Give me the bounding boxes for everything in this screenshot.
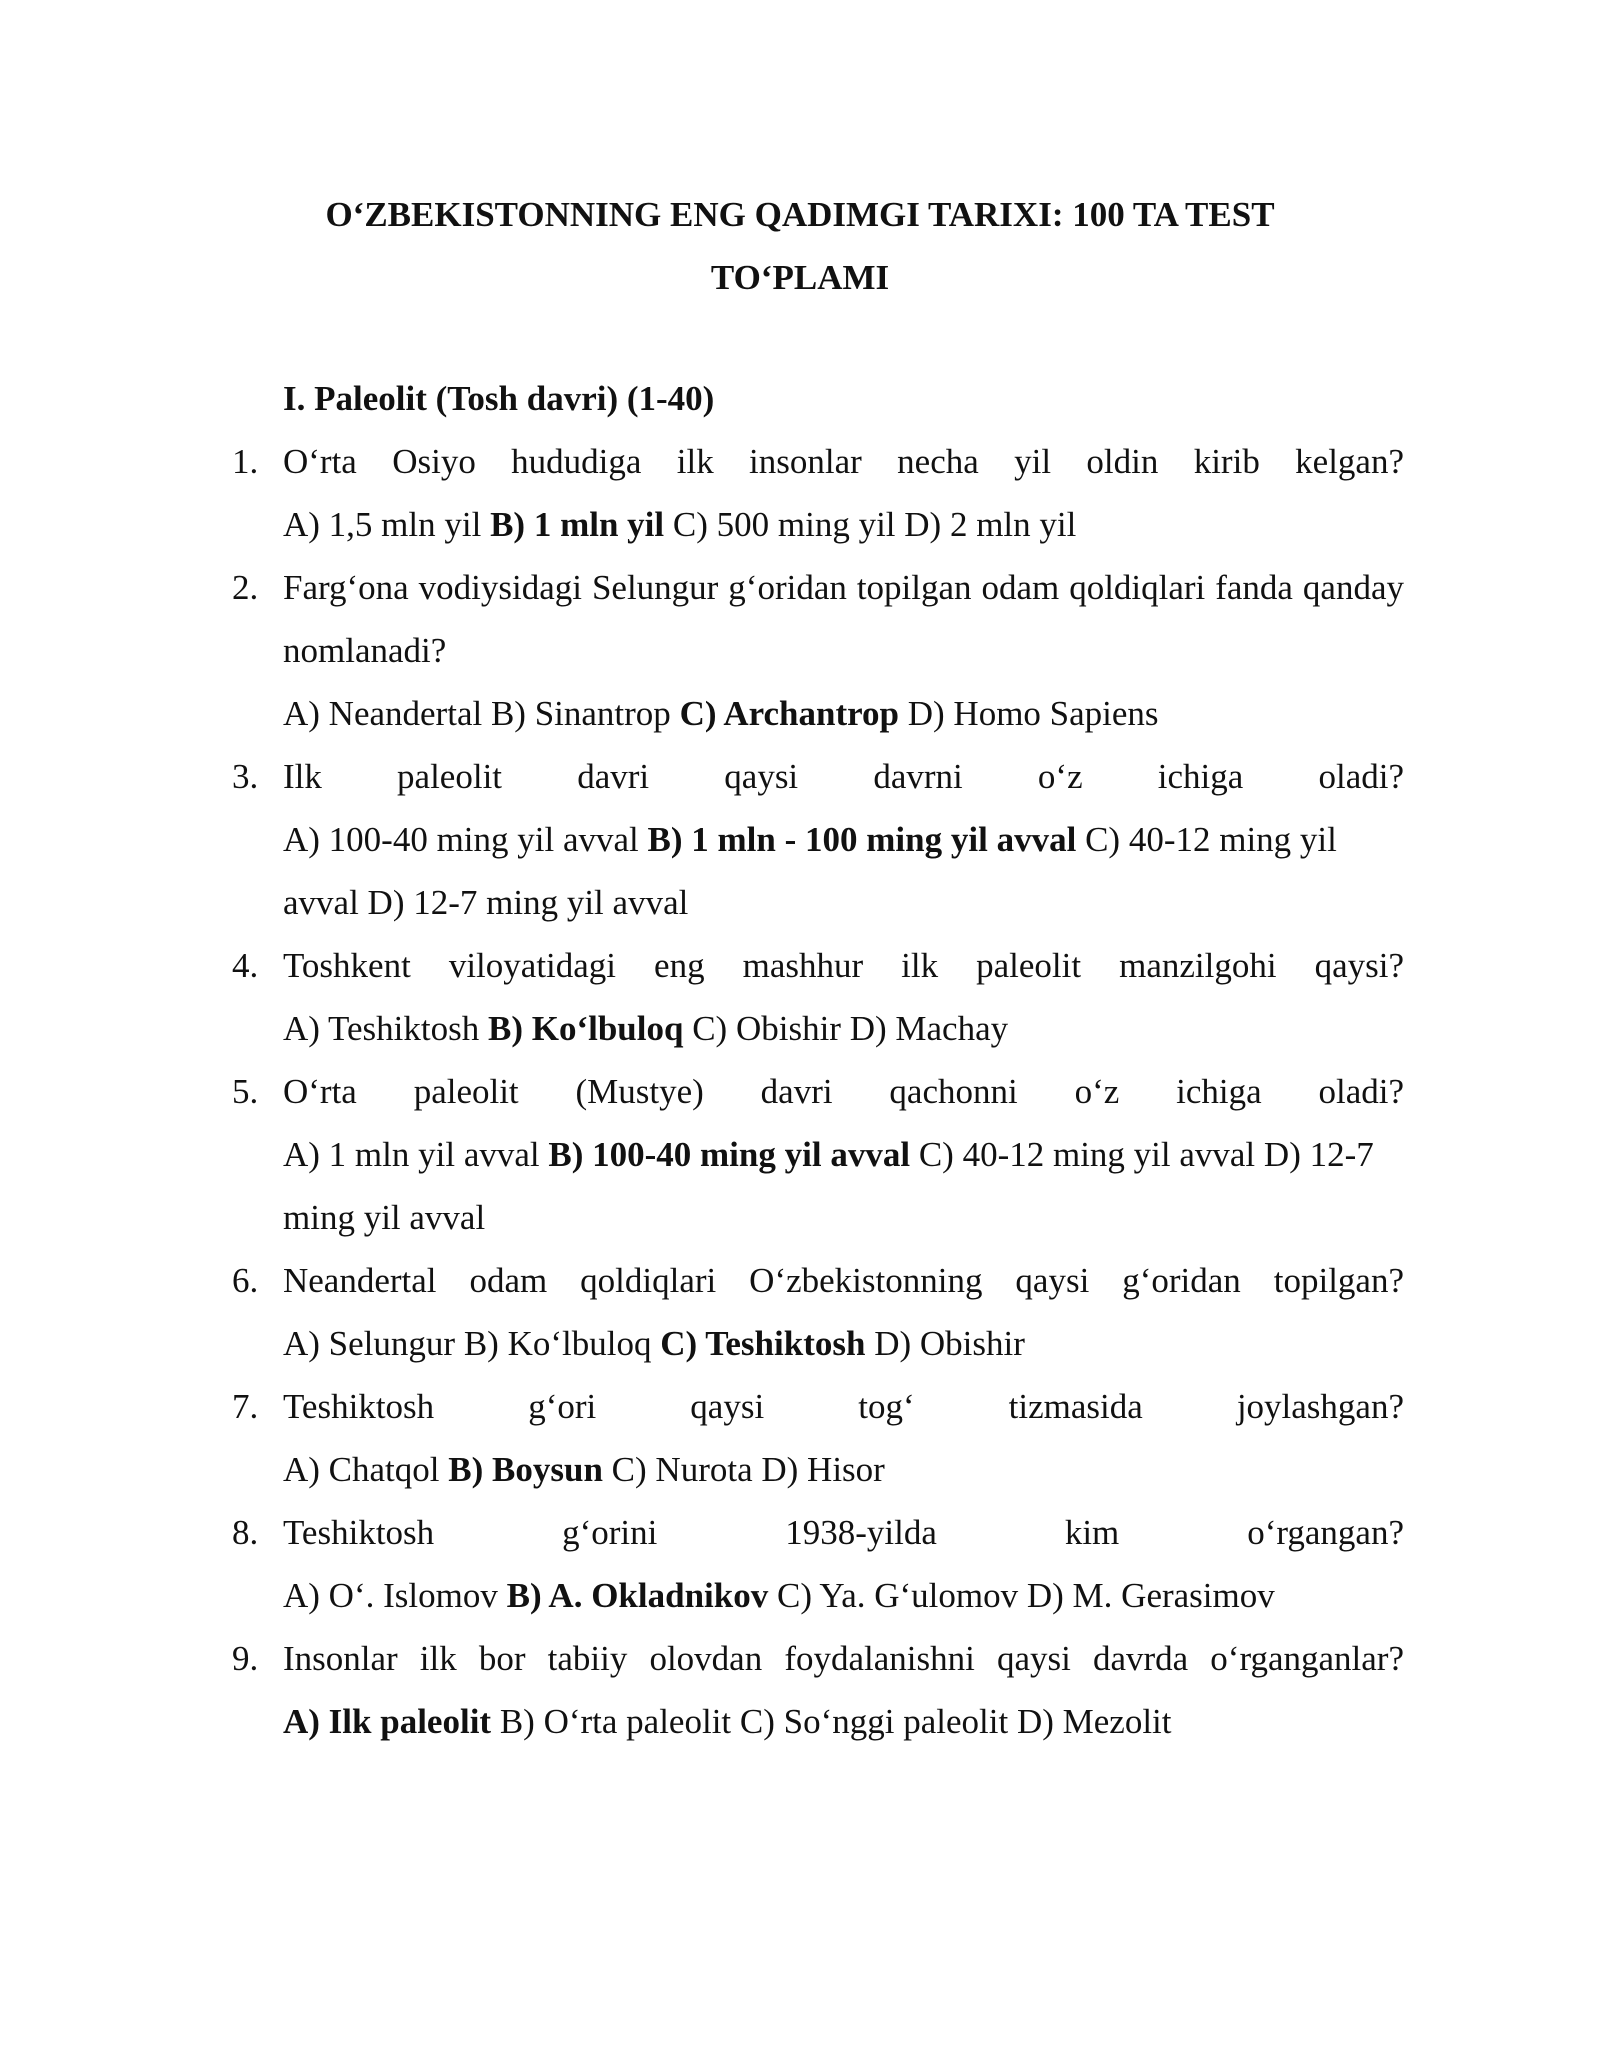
question-list [220,430,1404,1753]
question-number: 2. [232,568,259,607]
section-heading: I. Paleolit (Tosh davri) (1-40) [283,379,715,418]
answer-option: C) Ya. G‘ulomov [776,1576,1019,1615]
answer-option: D) 12-7 ming yil avval [367,883,689,922]
answer-option: B) O‘rta paleolit [499,1702,732,1741]
answer-options [283,493,1404,556]
question-number: 9. [232,1639,259,1678]
answer-option-correct: B) Ko‘lbuloq [487,1009,684,1048]
question-text: Teshiktosh g‘orini 1938-yilda kim o‘rgangan? [283,1513,1404,1552]
question-text: Insonlar ilk bor tabiiy olovdan foydalanishni qaysi davrda o‘rganganlar? [283,1639,1404,1678]
answer-option: D) Obishir [874,1324,1025,1363]
document-title [0,183,1600,309]
question-item [220,1501,1404,1627]
answer-option: D) M. Gerasimov [1026,1576,1275,1615]
question-text: Toshkent viloyatidagi eng mashhur ilk paleolit manzilgohi qaysi? [283,946,1404,985]
answer-options [283,997,1404,1060]
answer-option: C) Nurota [611,1450,753,1489]
answer-option: D) Hisor [761,1450,885,1489]
answer-option: D) 2 mln yil [904,505,1077,544]
answer-option: A) Teshiktosh [283,1009,480,1048]
answer-option: C) Obishir [692,1009,841,1048]
answer-options [283,1123,1404,1249]
answer-option: C) 40-12 ming yil avval [283,820,1337,922]
answer-options [283,1564,1404,1627]
answer-option: D) Machay [849,1009,1009,1048]
question-item [220,745,1404,934]
question-number: 5. [232,1072,259,1111]
question-number: 1. [232,442,259,481]
question-item [220,1060,1404,1249]
answer-option: A) Selungur [283,1324,456,1363]
question-number: 8. [232,1513,259,1552]
answer-option: A) 1 mln yil avval [283,1135,540,1174]
question-text: Neandertal odam qoldiqlari O‘zbekistonning qaysi g‘oridan topilgan? [283,1261,1404,1300]
answer-option: A) 1,5 mln yil [283,505,482,544]
question-item [220,1249,1404,1375]
answer-option-correct: B) A. Okladnikov [506,1576,769,1615]
answer-options [283,1438,1404,1501]
answer-option-correct: B) 1 mln yil [490,505,665,544]
question-item [220,934,1404,1060]
answer-options [283,682,1404,745]
answer-option: C) 40-12 ming yil avval [918,1135,1256,1174]
question-item [220,1375,1404,1501]
answer-options [283,808,1404,934]
answer-option-correct: C) Archantrop [679,694,899,733]
question-text: O‘rta Osiyo hududiga ilk insonlar necha yil oldin kirib kelgan? [283,442,1404,481]
question-number: 7. [232,1387,259,1426]
answer-option: B) Ko‘lbuloq [463,1324,652,1363]
answer-options [283,1312,1404,1375]
question-item [220,430,1404,556]
answer-option-correct: B) 100-40 ming yil avval [548,1135,911,1174]
question-text: O‘rta paleolit (Mustye) davri qachonni o‘z ichiga oladi? [283,1072,1404,1111]
answer-option: C) 500 ming yil [672,505,896,544]
answer-option: B) Sinantrop [490,694,671,733]
answer-option: D) 12-7 ming yil avval [283,1135,1374,1237]
answer-option: A) 100-40 ming yil avval [283,820,639,859]
question-text: Teshiktosh g‘ori qaysi tog‘ tizmasida joylashgan? [283,1387,1404,1426]
question-number: 6. [232,1261,259,1300]
question-text: Farg‘ona vodiysidagi Selungur g‘oridan topilgan odam qoldiqlari fanda qanday nomlanadi? [283,568,1404,670]
answer-option-correct: A) Ilk paleolit [283,1702,492,1741]
title-line-2: TO‘PLAMI [710,258,890,297]
title-line-1: O‘ZBEKISTONNING ENG QADIMGI TARIXI: 100 TA TEST [325,195,1275,234]
answer-option: D) Homo Sapiens [907,694,1159,733]
answer-option: D) Mezolit [1016,1702,1172,1741]
question-item [220,556,1404,745]
answer-option-correct: B) 1 mln - 100 ming yil avval [647,820,1077,859]
question-number: 4. [232,946,259,985]
question-text: Ilk paleolit davri qaysi davrni o‘z ichiga oladi? [283,757,1404,796]
answer-option: C) So‘nggi paleolit [739,1702,1009,1741]
answer-option: A) Chatqol [283,1450,440,1489]
answer-option: A) Neandertal [283,694,483,733]
question-number: 3. [232,757,259,796]
answer-option-correct: B) Boysun [448,1450,603,1489]
answer-option-correct: C) Teshiktosh [660,1324,866,1363]
answer-options [283,1690,1404,1753]
answer-option: A) O‘. Islomov [283,1576,498,1615]
question-item [220,1627,1404,1753]
